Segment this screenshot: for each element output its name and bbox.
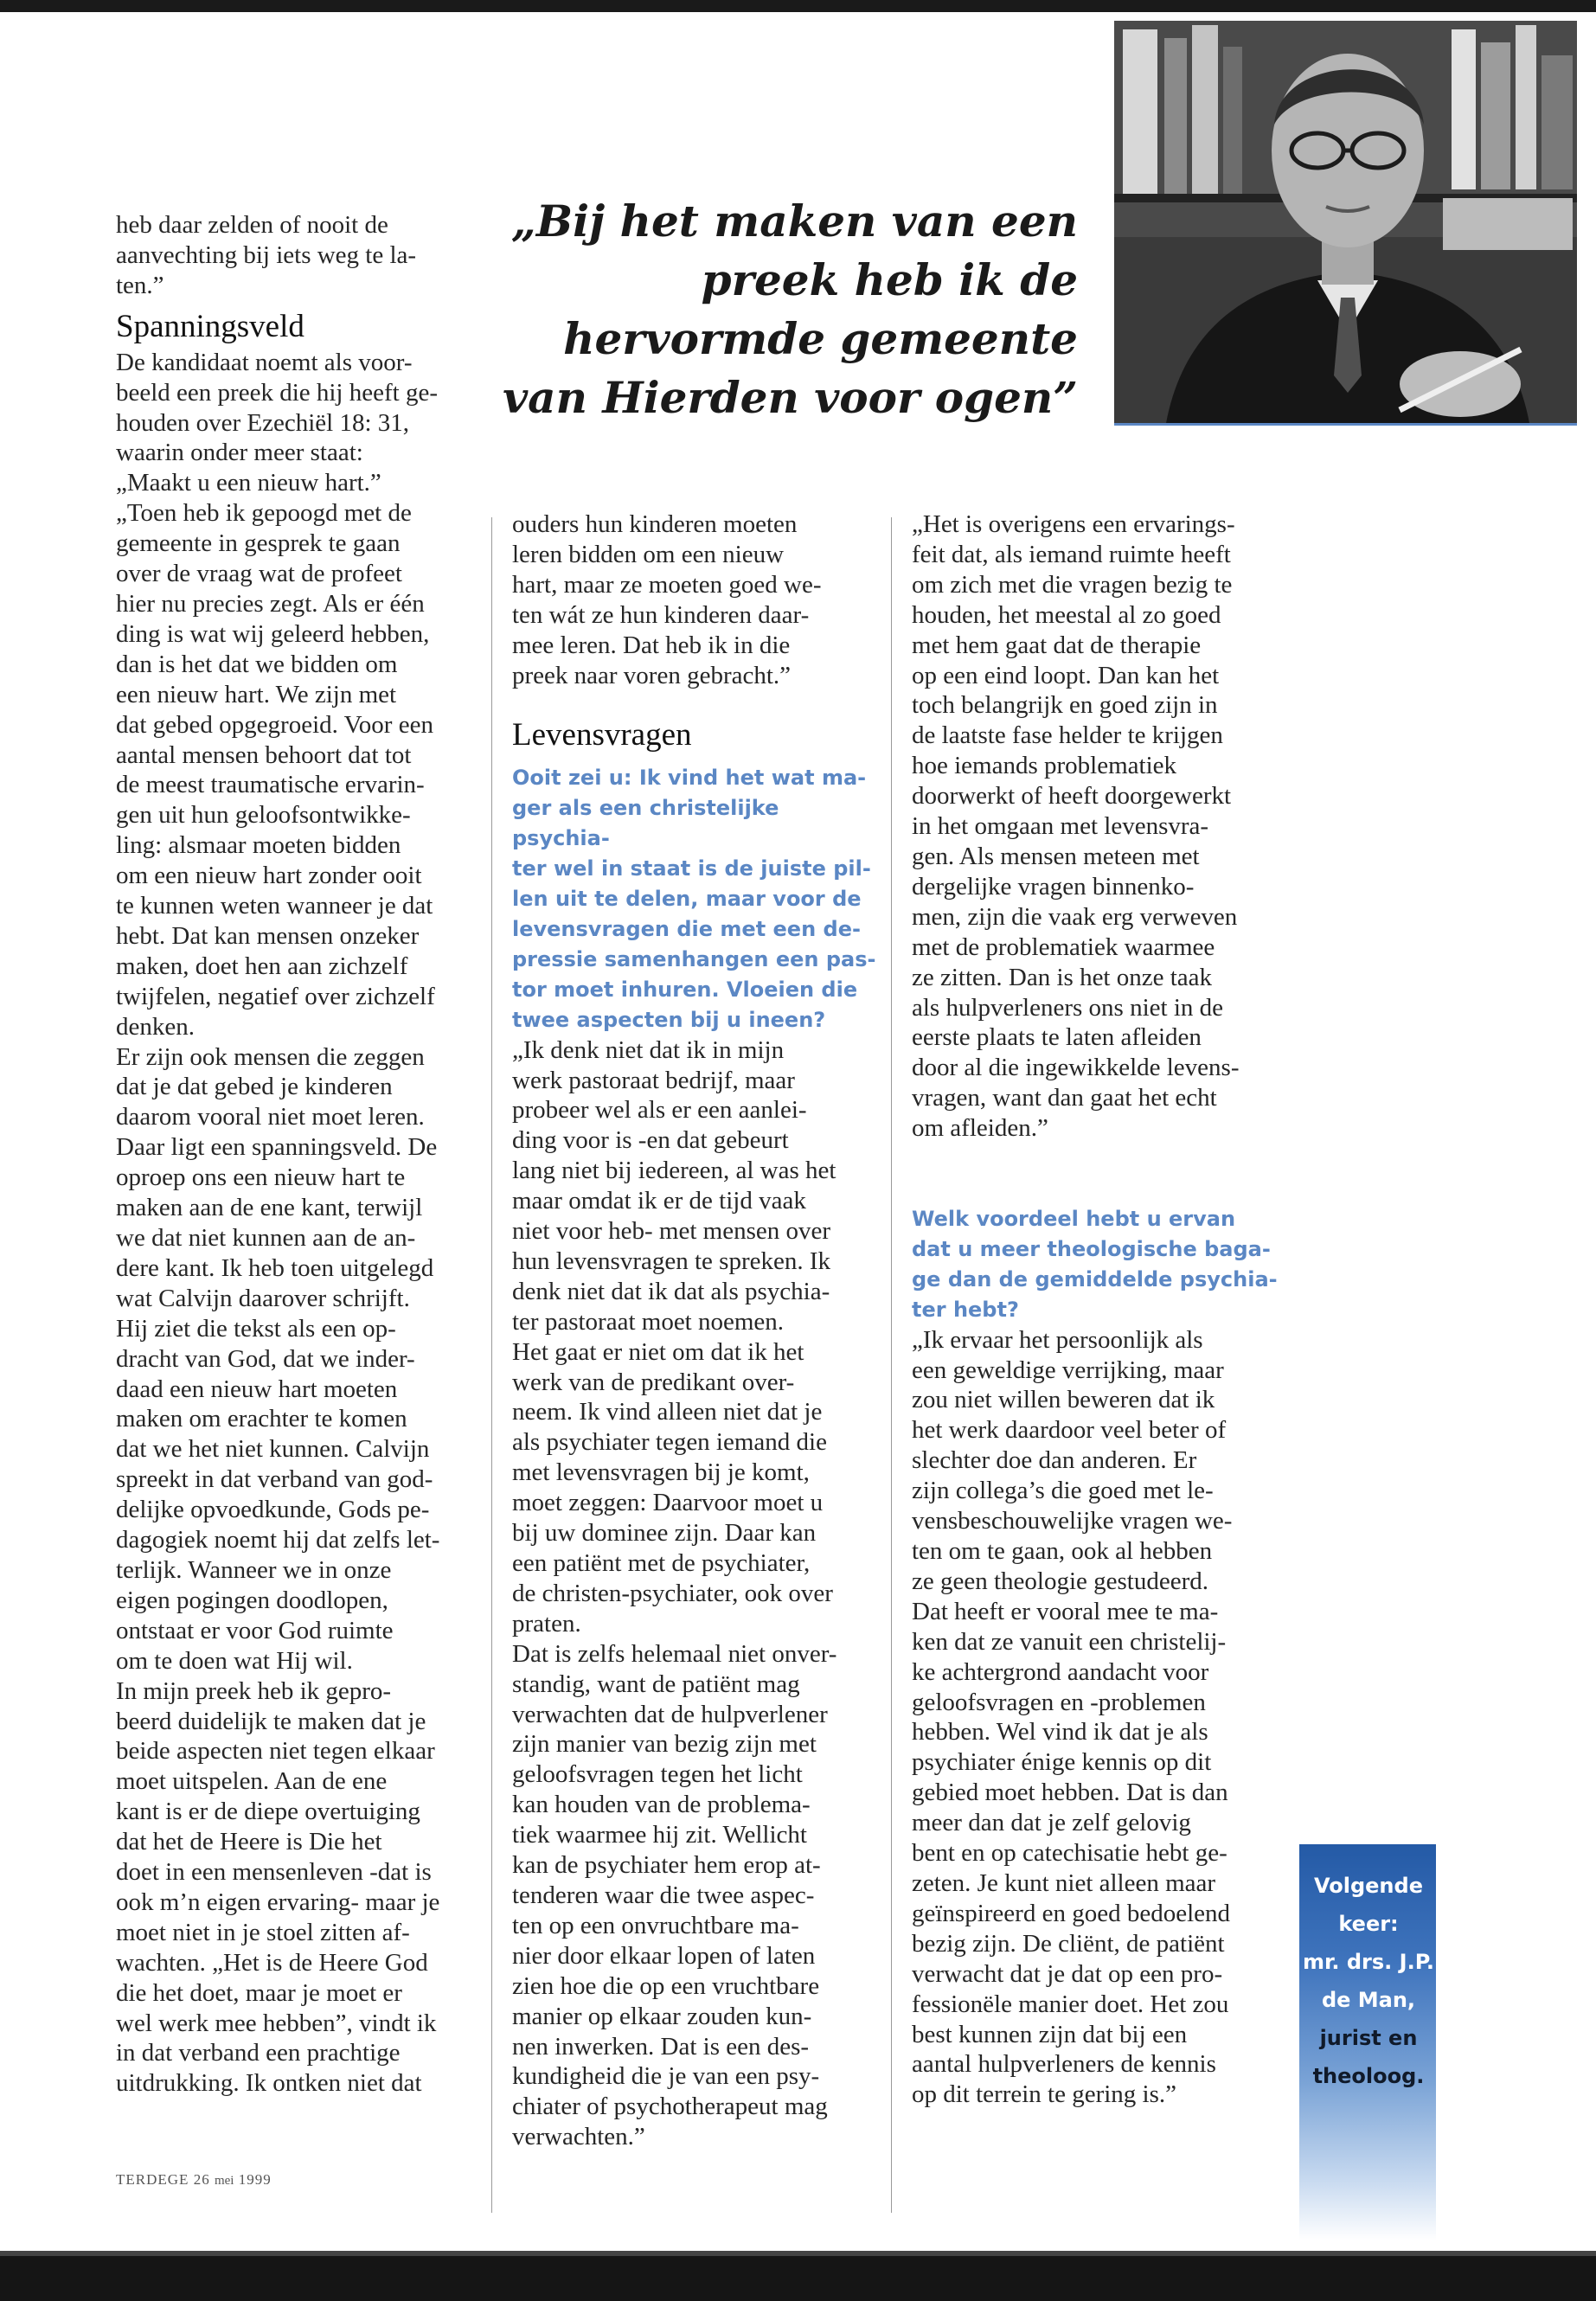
text-line: ten om te gaan, ook al hebben [912,1537,1213,1565]
text-line: ze zitten. Dan is het onze taak [912,963,1213,991]
pull-quote-line: van Hierden voor ogen” [503,372,1078,423]
text-line: om afleiden.” [912,1114,1048,1143]
text-line: lang niet bij iedereen, al was het [512,1157,836,1185]
footer-magazine: TERDEGE [116,2171,189,2188]
text-line: psychiater énige kennis op dit [912,1748,1212,1777]
text-line: leren bidden om een nieuw [512,540,785,568]
text-line: wel werk mee hebben”, vindt ik [116,2009,437,2037]
text-line: Daar ligt een spanningsveld. De [116,1133,438,1162]
text-line: ten.” [116,271,164,299]
text-line: maken aan de ene kant, terwijl [116,1194,423,1222]
text-line: waarin onder meer staat: [116,439,363,467]
text-line: over de vraag wat de profeet [116,560,402,588]
text-line: wat Calvijn daarover schrijft. [116,1284,410,1312]
text-line: doet in een mensenleven -dat is [116,1858,432,1887]
text-line: ding voor is -en dat gebeurt [512,1126,789,1155]
interview-question-line: Ooit zei u: Ik vind het wat ma- [512,766,867,791]
text-line: beide aspecten niet tegen elkaar [116,1737,435,1766]
interview-question-line: pressie samenhangen een pas- [512,946,876,971]
interview-question-line: twee aspecten bij u ineen? [512,1007,826,1032]
column-divider [491,517,492,2213]
text-line: maken, doet hen aan zichzelf [116,952,408,980]
text-line: wachten. „Het is de Heere God [116,1948,428,1977]
text-line: om te doen wat Hij wil. [116,1646,353,1675]
interview-question-line: ge dan de gemiddelde psychia- [912,1266,1278,1292]
text-line: heb daar zelden of nooit de [116,211,388,239]
text-line: ouders hun kinderen moeten [512,510,798,538]
text-line: slechter doe dan anderen. Er [912,1446,1197,1475]
text-line: beeld een preek die hij heeft ge- [116,378,438,407]
footer-day: 26 [193,2171,210,2188]
text-line: de meest traumatische ervarin- [116,771,425,799]
text-line: het werk daardoor veel beter of [912,1416,1227,1445]
page-footer [116,2171,272,2189]
text-line: met hem gaat dat de therapie [912,631,1202,659]
text-line: om een nieuw hart zonder ooit [116,862,422,890]
text-line: verwachten dat de hulpverlener [512,1700,828,1728]
text-line: meer dan dat je zelf gelovig [912,1809,1191,1837]
text-line: delijke opvoedkunde, Gods pe- [116,1496,430,1524]
text-line: dracht van God, dat we inder- [116,1344,415,1373]
text-line: feit dat, als iemand ruimte heeft [912,540,1231,568]
text-line: probeer wel als er een aanlei- [512,1096,807,1125]
text-line: neem. Ik vind alleen niet dat je [512,1398,823,1426]
text-line: houden over Ezechiël 18: 31, [116,408,410,437]
text-line: gen. Als mensen meteen met [912,842,1200,870]
text-line: ten op een onvruchtbare ma- [512,1911,799,1939]
text-line: vensbeschouwelijke vragen we- [912,1507,1233,1535]
text-line: eigen pogingen doodlopen, [116,1586,388,1614]
subheading: Levensvragen [512,717,692,753]
next-issue-text [1299,1867,1438,2095]
text-line: In mijn preek heb ik gepro- [116,1676,392,1705]
interview-question-line: dat u meer theologische baga- [912,1236,1271,1261]
text-line: door al die ingewikkelde levens- [912,1054,1240,1082]
text-line: bent en op catechisatie hebt ge- [912,1839,1227,1868]
text-line: hebben. Wel vind ik dat je als [912,1718,1208,1747]
text-line: Er zijn ook mensen die zeggen [116,1042,425,1071]
text-line: daarom vooral niet moet leren. [116,1103,425,1131]
text-line: ding is wat wij geleerd hebben, [116,619,430,648]
text-line: denken. [116,1012,195,1041]
text-line: standig, want de patiënt mag [512,1670,800,1698]
text-line: ten wát ze hun kinderen daar- [512,600,810,629]
text-line: aantal hulpverleners de kennis [912,2050,1216,2079]
text-line: manier op elkaar zouden kun- [512,2002,812,2030]
text-line: eerste plaats te laten afleiden [912,1023,1202,1052]
text-line: moet niet in je stoel zitten af- [116,1918,410,1946]
text-line: mee leren. Dat heb ik in die [512,631,791,659]
text-line: gemeente in gesprek te gaan [116,529,401,558]
text-line: dat het de Heere is Die het [116,1828,382,1856]
text-line: kundigheid die je van een psy- [512,2062,820,2091]
pull-quote-line: „Bij het maken van een [511,195,1078,247]
text-line: ter pastoraat moet noemen. [512,1307,785,1336]
text-line: ke achtergrond aandacht voor [912,1657,1209,1686]
text-line: werk pastoraat bedrijf, maar [512,1066,795,1094]
next-issue-line: mr. drs. J.P. [1302,1950,1434,1974]
text-line: bezig zijn. De cliënt, de patiënt [912,1929,1225,1958]
text-line: dere kant. Ik heb toen uitgelegd [116,1253,434,1282]
text-line: spreekt in dat verband van god- [116,1465,433,1494]
interview-question-line: ter wel in staat is de juiste pil- [512,856,871,881]
text-line: geloofsvragen tegen het licht [512,1760,803,1789]
footer-year: 1999 [238,2171,272,2188]
interview-question-line: ger als een christelijke psychia- [512,796,779,851]
text-line: een nieuw hart. We zijn met [116,680,397,708]
text-line: Het gaat er niet om dat ik het [512,1337,804,1366]
text-line: beerd duidelijk te maken dat je [116,1707,426,1735]
text-line: op dit terrein te gering is.” [912,2080,1177,2109]
text-line: een geweldige verrijking, maar [912,1356,1224,1384]
pull-quote-line: preek heb ik de [701,254,1078,305]
column-divider [891,517,892,2213]
text-line: aanvechting bij iets weg te la- [116,240,417,269]
text-line: De kandidaat noemt als voor- [116,348,413,376]
pull-quote-line: hervormde gemeente [563,313,1078,364]
text-line: als psychiater tegen iemand die [512,1428,827,1457]
next-issue-line: de Man, [1321,1988,1416,2012]
article-column-3 [912,510,1279,2110]
text-line: zeten. Je kunt niet alleen maar [912,1868,1216,1897]
page-scan-edge-bottom [0,2251,1596,2301]
text-line: nen inwerken. Dat is een des- [512,2032,810,2061]
text-line: nier door elkaar lopen of laten [512,1941,816,1970]
next-issue-line: jurist en [1319,2026,1418,2050]
text-line: een patiënt met de psychiater, [512,1549,811,1577]
text-line: moet zeggen: Daarvoor moet u [512,1489,824,1517]
text-line: dat je dat gebed je kinderen [116,1073,393,1101]
text-line: dan is het dat we bidden om [116,650,398,678]
text-line: kan houden van de problema- [512,1791,811,1819]
interview-question-line: tor moet inhuren. Vloeien die [512,977,858,1002]
text-line: in het omgaan met levensvra- [912,812,1209,841]
article-column-2 [512,510,880,2152]
text-line: houden, het meestal al zo goed [912,600,1221,629]
text-line: ontstaat er voor God ruimte [116,1616,394,1644]
interview-question-line: len uit te delen, maar voor de [512,887,862,912]
text-line: dergelijke vragen binnenko- [912,872,1195,901]
text-line: zien hoe die op een vruchtbare [512,1971,820,2000]
text-line: kant is er de diepe overtuiging [116,1798,420,1826]
text-line: niet voor heb- met mensen over [512,1217,831,1246]
interview-question-line: levensvragen die met een de- [512,916,861,941]
text-line: bij uw dominee zijn. Daar kan [512,1519,817,1548]
text-line: om zich met die vragen bezig te [912,570,1233,599]
text-line: chiater of psychotherapeut mag [512,2093,828,2121]
text-line: zijn collega’s die goed met le- [912,1477,1214,1505]
text-line: ook m’n eigen ervaring- maar je [116,1888,440,1916]
portrait-illustration [1114,21,1577,423]
text-line: doorwerkt of heeft doorgewerkt [912,782,1232,811]
text-line: we dat niet kunnen aan de an- [116,1224,416,1252]
text-line: te kunnen weten wanneer je dat [116,892,433,920]
text-line: hoe iemands problematiek [912,752,1177,780]
text-line: aantal mensen behoort dat tot [116,740,412,769]
text-line: „Toen heb ik gepoogd met de [116,499,412,528]
text-line: verwacht dat je dat op een pro- [912,1959,1223,1988]
text-line: Dat heeft er vooral mee te ma- [912,1597,1219,1625]
next-issue-line: keer: [1338,1912,1399,1936]
text-line: „Ik ervaar het persoonlijk als [912,1325,1203,1354]
text-line: Hij ziet die tekst als een op- [116,1314,396,1343]
text-line: moet uitspelen. Aan de ene [116,1767,388,1796]
text-line: praten. [512,1609,581,1638]
text-line: best kunnen zijn dat bij een [912,2020,1188,2048]
text-line: geloofsvragen en -problemen [912,1688,1206,1716]
text-line: gebied moet hebben. Dat is dan [912,1779,1228,1807]
text-line: „Ik denk niet dat ik in mijn [512,1035,785,1064]
text-line: toch belangrijk en goed zijn in [912,691,1218,720]
text-line: de christen-psychiater, ook over [512,1579,833,1607]
subheading: Spanningsveld [116,308,304,344]
text-line: ze geen theologie gestudeerd. [912,1567,1209,1595]
text-line: uitdrukking. Ik ontken niet dat [116,2069,422,2098]
article-column-1 [116,210,479,2099]
text-line: terlijk. Wanneer we in onze [116,1555,392,1584]
text-line: verwachten.” [512,2123,645,2151]
text-line: maar omdat ik er de tijd vaak [512,1187,806,1215]
page-scan-edge-top [0,0,1596,12]
text-line: tiek waarmee hij zit. Wellicht [512,1821,807,1849]
text-line: men, zijn die vaak erg verweven [912,902,1238,931]
text-line: met de problematiek waarmee [912,933,1215,961]
text-line: in dat verband een prachtige [116,2039,401,2067]
footer-month: mei [214,2174,234,2188]
text-line: daad een nieuw hart moeten [116,1375,398,1403]
interview-question-line: Welk voordeel hebt u ervan [912,1207,1236,1232]
text-line: hun levensvragen te spreken. Ik [512,1247,831,1275]
text-line: preek naar voren gebracht.” [512,661,792,689]
text-line: „Het is overigens een ervarings- [912,510,1235,538]
text-line: vragen, want dan gaat het echt [912,1084,1217,1112]
text-line: gen uit hun geloofsontwikke- [116,801,411,830]
text-line: Dat is zelfs helemaal niet onver- [512,1639,837,1668]
text-line: oproep ons een nieuw hart te [116,1163,406,1192]
next-issue-line: theoloog. [1312,2064,1425,2088]
text-line: zijn manier van bezig zijn met [512,1730,817,1759]
text-line: twijfelen, negatief over zichzelf [116,982,435,1010]
text-line: de laatste fase helder te krijgen [912,721,1223,750]
text-line: hier nu precies zegt. Als er één [116,589,425,618]
text-line: zou niet willen beweren dat ik [912,1386,1215,1414]
text-line: dagogiek noemt hij dat zelfs let- [116,1526,440,1554]
text-line: geïnspireerd en goed bedoelend [912,1899,1230,1927]
text-line: denk niet dat ik dat als psychia- [512,1277,830,1305]
text-line: maken om erachter te komen [116,1405,407,1433]
next-issue-line: Volgende [1314,1874,1423,1898]
text-line: met levensvragen bij je komt, [512,1458,810,1487]
text-line: die het doet, maar je moet er [116,1978,402,2007]
text-line: hebt. Dat kan mensen onzeker [116,921,420,950]
interview-question-line: ter hebt? [912,1297,1019,1322]
text-line: op een eind loopt. Dan kan het [912,661,1220,689]
text-line: tenderen waar die twee aspec- [512,1881,815,1909]
text-line: werk van de predikant over- [512,1368,795,1396]
text-line: als hulpverleners ons niet in de [912,993,1223,1022]
text-line: dat gebed opgegroeid. Voor een [116,710,433,739]
text-line: ling: alsmaar moeten bidden [116,831,401,860]
text-line: ken dat ze vanuit een christelij- [912,1627,1227,1656]
portrait-photo [1114,21,1577,426]
text-line: kan de psychiater hem erop at- [512,1851,821,1880]
pull-quote [490,192,1078,427]
text-line: hart, maar ze moeten goed we- [512,570,822,599]
text-line: fessionële manier doet. Het zou [912,1990,1229,2018]
text-line: „Maakt u een nieuw hart.” [116,469,381,497]
text-line: dat we het niet kunnen. Calvijn [116,1435,430,1464]
